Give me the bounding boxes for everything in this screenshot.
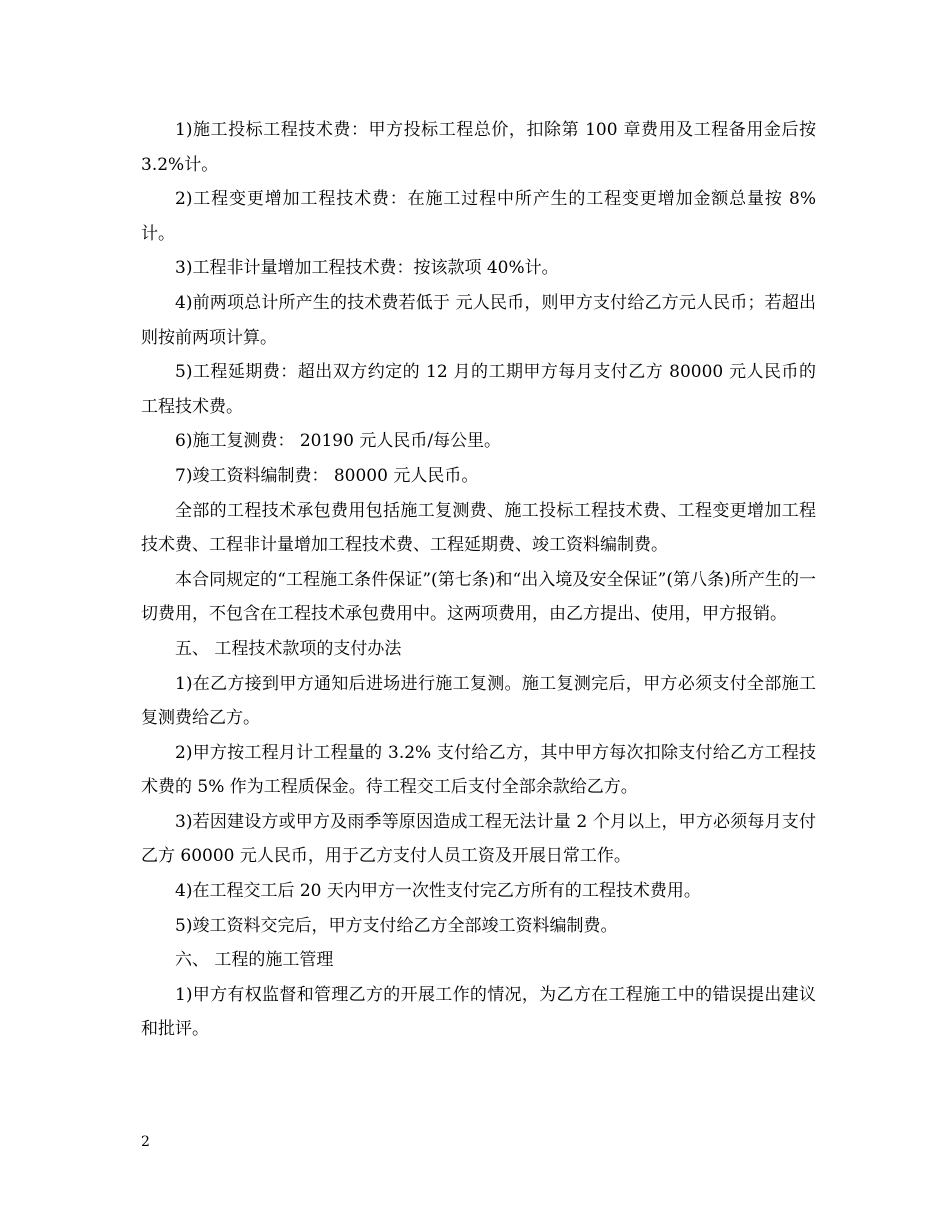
clause-payment-docs: 5)竣工资料交完后，甲方支付给乙方全部竣工资料编制费。: [175, 915, 618, 936]
section-heading-management: 六、 工程的施工管理: [175, 950, 334, 971]
clause-payment-no-metering: 3)若因建设方或甲方及雨季等原因造成工程无法计量 2 个月以上，甲方必须每月支付乙方 60000 元人民币，用于乙方支付人员工资及开展日常工作。: [141, 811, 816, 867]
clause-tech-fee-change: 2)工程变更增加工程技术费：在施工过程中所产生的工程变更增加金额总量按 8%计。: [141, 189, 816, 244]
clause-delay-fee: 5)工程延期费：超出双方约定的 12 月的工期甲方每月支付乙方 80000 元人民币的工程技术费。: [141, 362, 816, 417]
clause-payment-resurvey: 1)在乙方接到甲方通知后进场进行施工复测。施工复测完后，甲方必须支付全部施工复测费给乙方。: [141, 673, 816, 729]
document-body: [141, 113, 816, 1047]
clause-completion-docs-fee: 7)竣工资料编制费： 80000 元人民币。: [175, 465, 479, 486]
clause-resurvey-fee: 6)施工复测费： 20190 元人民币/每公里。: [175, 431, 502, 452]
clause-tech-fee-minimum: 4)前两项总计所产生的技术费若低于 元人民币，则甲方支付给乙方元人民币；若超出则按前两项计算。: [141, 292, 816, 348]
clause-payment-final: 4)在工程交工后 20 天内甲方一次性支付完乙方所有的工程技术费用。: [175, 881, 701, 902]
clause-tech-fee-non-metered: 3)工程非计量增加工程技术费：按该款项 40%计。: [175, 258, 559, 279]
paragraph-total-fees: 全部的工程技术承包费用包括施工复测费、施工投标工程技术费、工程变更增加工程技术费、工程非计量增加工程技术费、工程延期费、竣工资料编制费。: [141, 500, 816, 556]
section-heading-payment: 五、 工程技术款项的支付办法: [175, 638, 402, 659]
page-number: 2: [141, 1134, 150, 1150]
clause-tech-fee-bid: 1)施工投标工程技术费：甲方投标工程总价，扣除第 100 章费用及工程备用金后按 3.2%计。: [141, 120, 816, 175]
clause-management-supervision: 1)甲方有权监督和管理乙方的开展工作的情况，为乙方在工程施工中的错误提出建议和批评。: [141, 984, 816, 1040]
clause-payment-monthly: 2)甲方按工程月计工程量的 3.2% 支付给乙方，其中甲方每次扣除支付给乙方工程技术费的 5% 作为工程质保金。待工程交工后支付全部余款给乙方。: [141, 742, 816, 798]
paragraph-excluded-costs: 本合同规定的“工程施工条件保证”(第七条)和“出入境及安全保证”(第八条)所产生的一切费用，不包含在工程技术承包费用中。这两项费用，由乙方提出、使用，甲方报销。: [141, 569, 816, 625]
